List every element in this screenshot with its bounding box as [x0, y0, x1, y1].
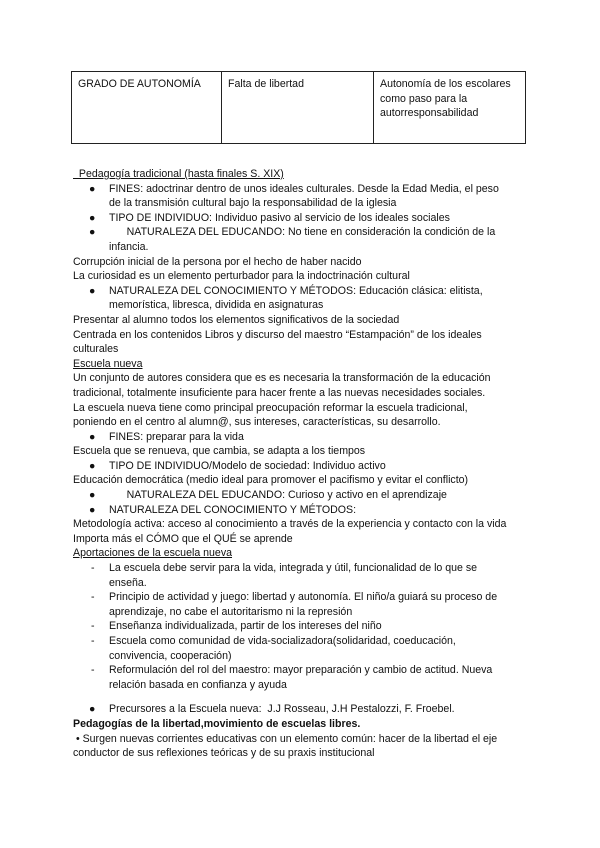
text-line: convivencia, cooperación)	[109, 649, 232, 662]
dash-list-item	[73, 561, 533, 590]
text-line: FINES: adoctrinar dentro de unos ideales culturales. Desde la Edad Media, el peso	[109, 182, 499, 195]
table-row	[72, 72, 526, 144]
text-line: La curiosidad es un elemento perturbador para la indoctrinación cultural	[73, 270, 410, 283]
text-line: relación basada en confianza y ayuda	[109, 678, 287, 691]
text-line: memorística, libresca, dividida en asignaturas	[109, 299, 324, 312]
bullet-list-item	[73, 459, 533, 474]
dash-marker: -	[91, 664, 95, 677]
text-line: FINES: preparar para la vida	[109, 430, 244, 443]
bullet-list-item	[73, 488, 533, 503]
bullet-marker: ●	[89, 459, 96, 472]
dash-list-item	[73, 634, 533, 663]
text-line: Presentar al alumno todos los elementos significativos de la sociedad	[73, 313, 400, 326]
text-line: La escuela nueva tiene como principal preocupación reformar la escuela tradicional,	[73, 401, 468, 414]
bullet-marker: ●	[89, 430, 96, 443]
section-heading	[73, 357, 533, 372]
bullet-marker: ●	[89, 226, 96, 239]
text-line: Un conjunto de autores considera que es es necesaria la transformación de la educación	[73, 372, 491, 385]
paragraph	[73, 313, 533, 328]
text-line: Corrupción inicial de la persona por el hecho de haber nacido	[73, 255, 362, 268]
table-cell-criterion: GRADO DE AUTONOMÍA	[72, 72, 222, 144]
text-line: Principio de actividad y juego: libertad y autonomía. El niño/a guiará su proceso de	[109, 591, 498, 604]
text-line: TIPO DE INDIVIDUO/Modelo de sociedad: Individuo activo	[109, 459, 386, 472]
text-line: Pedagogías de la libertad,movimiento de escuelas libres.	[73, 717, 361, 730]
bullet-marker: ●	[89, 489, 96, 502]
text-line: Precursores a la Escuela nueva: J.J Rosseau, J.H Pestalozzi, F. Froebel.	[109, 703, 455, 716]
dash-list-item	[73, 619, 533, 634]
paragraph	[73, 444, 533, 459]
bullet-marker: ●	[89, 703, 96, 716]
bullet-list-item	[73, 211, 533, 226]
bullet-marker: ●	[89, 182, 96, 195]
dash-marker: -	[91, 620, 95, 633]
section-heading	[73, 167, 533, 182]
bullet-list-item	[73, 284, 533, 313]
paragraph	[73, 532, 533, 547]
text-line: • Surgen nuevas corrientes educativas con un elemento común: hacer de la libertad el eje	[73, 732, 498, 745]
bullet-marker: ●	[89, 503, 96, 516]
text-line: NATURALEZA DEL CONOCIMIENTO Y MÉTODOS:	[109, 503, 357, 516]
text-line: Aportaciones de la escuela nueva	[73, 547, 233, 560]
paragraph	[73, 473, 533, 488]
text-line: Reformulación del rol del maestro: mayor preparación y cambio de actitud. Nueva	[109, 664, 493, 677]
bullet-list-item	[73, 182, 533, 211]
text-line: Centrada en los contenidos Libros y discurso del maestro “Estampación” de los ideales	[73, 328, 482, 341]
dash-list-item	[73, 590, 533, 619]
bullet-list-item	[73, 503, 533, 518]
section-heading	[73, 546, 533, 561]
text-line: Pedagogía tradicional (hasta finales S. XIX)	[73, 168, 284, 180]
paragraph	[73, 269, 533, 284]
document-body	[73, 167, 533, 761]
autonomy-table	[71, 71, 526, 144]
text-line: TIPO DE INDIVIDUO: Individuo pasivo al servicio de los ideales sociales	[109, 211, 450, 224]
dash-marker: -	[91, 635, 95, 647]
section-heading-bold	[73, 717, 533, 732]
paragraph	[73, 255, 533, 270]
text-line: Enseñanza individualizada, partir de los intereses del niño	[109, 620, 382, 633]
text-line: aprendizaje, no cabe el autoritarismo ni la represión	[109, 605, 353, 618]
text-line: infancia.	[109, 240, 149, 253]
text-line: conductor de sus reflexiones teóricas y de su praxis institucional	[73, 747, 375, 760]
text-line: enseña.	[109, 576, 147, 589]
bullet-marker: ●	[89, 211, 96, 224]
table-cell-traditional: Falta de libertad	[222, 72, 374, 144]
text-line: NATURALEZA DEL EDUCANDO: No tiene en consideración la condición de la	[109, 226, 496, 239]
text-line: NATURALEZA DEL EDUCANDO: Curioso y activo en el aprendizaje	[109, 489, 447, 502]
dash-marker: -	[91, 562, 95, 575]
text-line: de la transmisión cultural bajo la responsabilidad de la iglesia	[109, 197, 397, 210]
dash-marker: -	[91, 591, 95, 604]
paragraph	[73, 328, 533, 357]
text-line: Escuela nueva	[73, 357, 143, 370]
bullet-list-item	[73, 430, 533, 445]
text-line: poniendo en el centro al alumn@, sus intereses, características, su desarrollo.	[73, 416, 441, 429]
blank-line	[73, 692, 533, 702]
text-line: Educación democrática (medio ideal para promover el pacifismo y evitar el conflicto)	[73, 474, 469, 487]
text-line: Escuela que se renueva, que cambia, se adapta a los tiempos	[73, 445, 366, 458]
table-cell-new-school: Autonomía de los escolares como paso para la autorresponsabilidad	[374, 72, 526, 144]
text-line: La escuela debe servir para la vida, integrada y útil, funcionalidad de lo que se	[109, 562, 478, 575]
text-line: culturales	[73, 343, 119, 356]
paragraph	[73, 401, 533, 430]
text-line: Metodología activa: acceso al conocimiento a través de la experiencia y contacto con la vida	[73, 518, 507, 531]
text-line: tradicional, totalmente insuficiente para hacer frente a las nuevas necesidades sociales.	[73, 386, 486, 399]
paragraph	[73, 517, 533, 532]
paragraph	[73, 371, 533, 400]
bullet-marker: ●	[89, 284, 96, 297]
text-line: Escuela como comunidad de vida-socializadora(solidaridad, coeducación,	[109, 635, 456, 647]
text-line: NATURALEZA DEL CONOCIMIENTO Y MÉTODOS: Educación clásica: elitista,	[109, 284, 483, 297]
dash-list-item	[73, 663, 533, 692]
paragraph	[73, 732, 533, 761]
bullet-list-item	[73, 225, 533, 254]
text-line: Importa más el CÓMO que el QUÉ se aprende	[73, 532, 293, 545]
bullet-list-item	[73, 702, 533, 717]
